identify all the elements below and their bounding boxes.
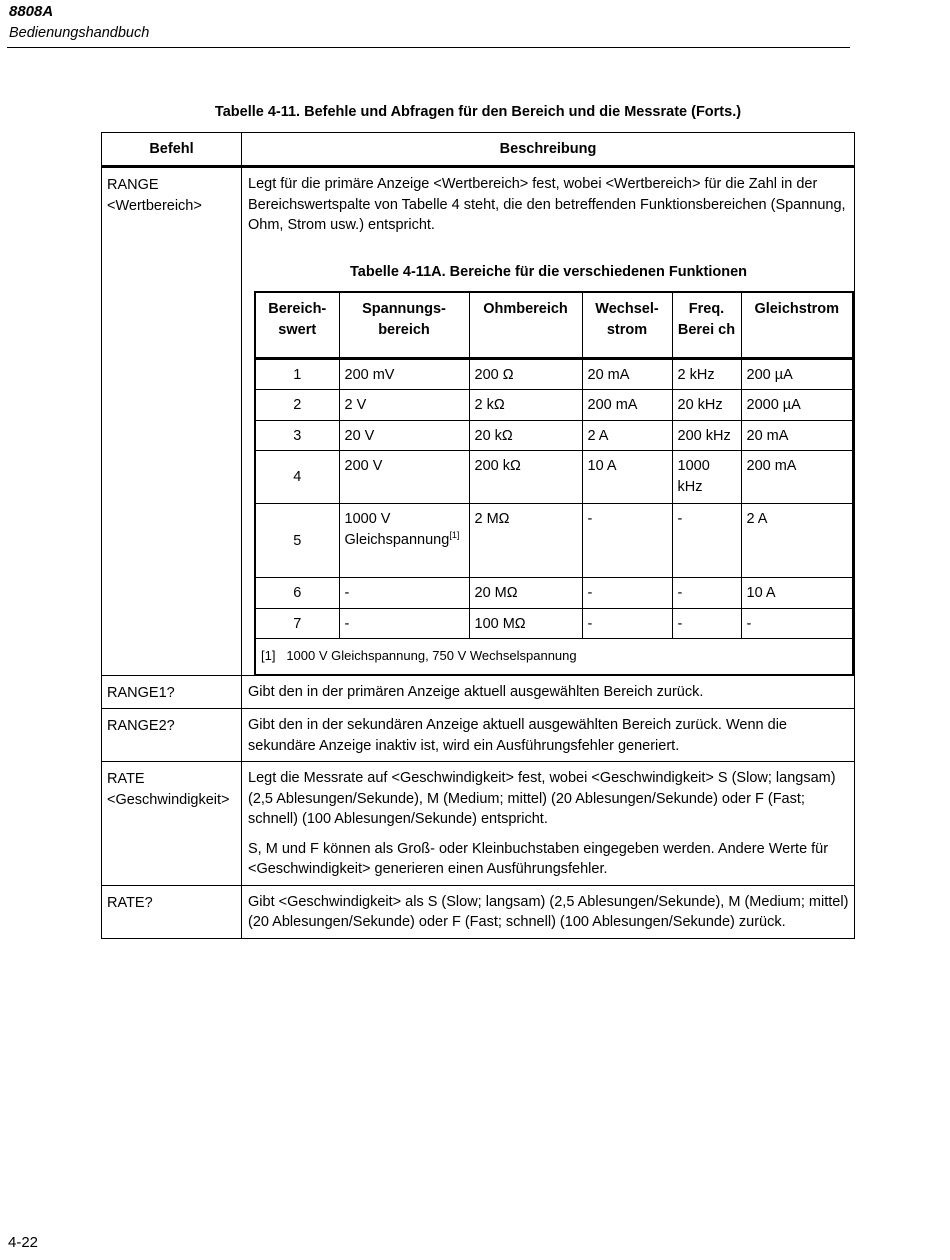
footnote-cell bbox=[255, 639, 853, 675]
subtable-row bbox=[255, 608, 853, 639]
command-cell bbox=[102, 762, 242, 886]
ac-current-cell: - bbox=[582, 504, 672, 578]
command-cell: RANGE2? bbox=[102, 709, 242, 762]
subtable-header: Wechsel-strom bbox=[582, 292, 672, 358]
table-row-range1 bbox=[102, 675, 855, 709]
table-caption: Tabelle 4-11. Befehle und Abfragen für den Bereich und die Messrate (Forts.) bbox=[214, 104, 742, 120]
ohm-cell: 20 kΩ bbox=[469, 420, 582, 451]
dc-current-cell: 2000 µA bbox=[741, 390, 853, 421]
description-text: Legt die Messrate auf <Geschwindigkeit> fest, wobei <Geschwindigkeit> S (Slow; langsam) (2,5 Ablesungen/Sekunde), M (Medium; mittel) (20 Ablesungen/Sekunde) oder F (Fast; schnell) (100 Ablesungen/Sekunde) entspricht. bbox=[248, 770, 836, 827]
ohm-cell: 100 MΩ bbox=[469, 608, 582, 639]
table-header-row bbox=[102, 133, 855, 167]
ac-current-cell: 200 mA bbox=[582, 390, 672, 421]
column-header-beschreibung: Beschreibung bbox=[242, 133, 855, 167]
ac-current-cell: 20 mA bbox=[582, 358, 672, 390]
description-text: Gibt <Geschwindigkeit> als S (Slow; langsam) (2,5 Ablesungen/Sekunde), M (Medium; mittel) (20 Ablesungen/Sekunde) oder F (Fast; schnell) (100 Ablesungen/Sekunde) zurück. bbox=[248, 893, 849, 930]
document-model: 8808A bbox=[9, 3, 54, 20]
command-parameter: <Wertbereich> bbox=[107, 197, 202, 214]
range-value-cell: 4 bbox=[255, 451, 339, 504]
range-value-cell: 2 bbox=[255, 390, 339, 421]
command-cell: RANGE1? bbox=[102, 675, 242, 709]
header-rule bbox=[7, 47, 850, 48]
range-value-cell: 5 bbox=[255, 504, 339, 578]
subtable-header: Freq. Berei ch bbox=[672, 292, 741, 358]
frequency-cell: - bbox=[672, 504, 741, 578]
range-value-cell: 7 bbox=[255, 608, 339, 639]
subtable-header: Gleichstrom bbox=[741, 292, 853, 358]
subtable-header: Spannungs-bereich bbox=[339, 292, 469, 358]
commands-table bbox=[101, 132, 855, 939]
voltage-cell: 2 V bbox=[339, 390, 469, 421]
dc-current-cell: 200 mA bbox=[741, 451, 853, 504]
voltage-value: 1000 V Gleichspannung bbox=[344, 511, 450, 548]
footnote-reference: [1] bbox=[449, 529, 460, 540]
ohm-cell: 200 Ω bbox=[469, 358, 582, 390]
footnote-text: 1000 V Gleichspannung, 750 V Wechselspannung bbox=[286, 648, 577, 663]
document-subtitle: Bedienungshandbuch bbox=[9, 25, 150, 41]
description-cell bbox=[242, 762, 855, 886]
table-row-range bbox=[102, 167, 855, 676]
ac-current-cell: 2 A bbox=[582, 420, 672, 451]
table-row-range2 bbox=[102, 709, 855, 762]
subtable-row bbox=[255, 504, 853, 578]
subtable-caption: Tabelle 4-11A. Bereiche für die verschiedenen Funktionen bbox=[350, 263, 747, 280]
command-parameter: <Geschwindigkeit> bbox=[107, 791, 230, 808]
range-value-cell: 1 bbox=[255, 358, 339, 390]
frequency-cell: 20 kHz bbox=[672, 390, 741, 421]
description-cell bbox=[242, 709, 855, 762]
voltage-cell: 20 V bbox=[339, 420, 469, 451]
command-name: RATE bbox=[107, 771, 145, 787]
description-text: S, M und F können als Groß- oder Kleinbuchstaben eingegeben werden. Andere Werte für <Geschwindigkeit> generieren einen Ausführungsfehler. bbox=[248, 840, 829, 877]
voltage-cell: - bbox=[339, 608, 469, 639]
description-text: Legt für die primäre Anzeige <Wertbereich> fest, wobei <Wertbereich> für die Zahl in der Bereichswertspalte von Tabelle 4 steht, die den betreffenden Funktionsbereichen (Spannung, Ohm, Strom usw.) entspricht. bbox=[248, 176, 846, 233]
subtable-row bbox=[255, 358, 853, 390]
ohm-cell: 2 MΩ bbox=[469, 504, 582, 578]
dc-current-cell: 2 A bbox=[741, 504, 853, 578]
ohm-cell: 20 MΩ bbox=[469, 578, 582, 609]
ohm-cell: 200 kΩ bbox=[469, 451, 582, 504]
dc-current-cell: 20 mA bbox=[741, 420, 853, 451]
frequency-cell: 1000 kHz bbox=[672, 451, 741, 504]
voltage-cell bbox=[339, 504, 469, 578]
range-value-cell: 3 bbox=[255, 420, 339, 451]
frequency-cell: 2 kHz bbox=[672, 358, 741, 390]
dc-current-cell: 200 µA bbox=[741, 358, 853, 390]
page-number: 4-22 bbox=[8, 1234, 39, 1251]
description-cell bbox=[242, 675, 855, 709]
voltage-cell: 200 mV bbox=[339, 358, 469, 390]
command-cell bbox=[102, 167, 242, 676]
command-cell: RATE? bbox=[102, 885, 242, 938]
footnote-label: [1] bbox=[261, 648, 276, 663]
frequency-cell: - bbox=[672, 608, 741, 639]
subtable-row bbox=[255, 390, 853, 421]
ranges-subtable bbox=[254, 291, 854, 676]
subtable-row bbox=[255, 451, 853, 504]
description-cell bbox=[242, 167, 855, 676]
subtable-header: Bereich-swert bbox=[255, 292, 339, 358]
subtable-header-row bbox=[255, 292, 853, 358]
description-cell bbox=[242, 885, 855, 938]
table-row-rate bbox=[102, 762, 855, 886]
range-value-cell: 6 bbox=[255, 578, 339, 609]
subtable-footnote-row bbox=[255, 639, 853, 675]
frequency-cell: 200 kHz bbox=[672, 420, 741, 451]
voltage-cell: 200 V bbox=[339, 451, 469, 504]
subtable-header: Ohmbereich bbox=[469, 292, 582, 358]
dc-current-cell: 10 A bbox=[741, 578, 853, 609]
subtable-row bbox=[255, 578, 853, 609]
command-name: RANGE bbox=[107, 177, 159, 193]
voltage-cell: - bbox=[339, 578, 469, 609]
ohm-cell: 2 kΩ bbox=[469, 390, 582, 421]
dc-current-cell: - bbox=[741, 608, 853, 639]
table-row-rate-query bbox=[102, 885, 855, 938]
frequency-cell: - bbox=[672, 578, 741, 609]
subtable-row bbox=[255, 420, 853, 451]
ac-current-cell: - bbox=[582, 608, 672, 639]
description-text: Gibt den in der sekundären Anzeige aktuell ausgewählten Bereich zurück. Wenn die sekundäre Anzeige inaktiv ist, wird ein Ausführungsfehler generiert. bbox=[248, 717, 787, 754]
description-text: Gibt den in der primären Anzeige aktuell ausgewählten Bereich zurück. bbox=[248, 683, 704, 700]
ac-current-cell: - bbox=[582, 578, 672, 609]
ac-current-cell: 10 A bbox=[582, 451, 672, 504]
column-header-befehl: Befehl bbox=[102, 133, 242, 167]
